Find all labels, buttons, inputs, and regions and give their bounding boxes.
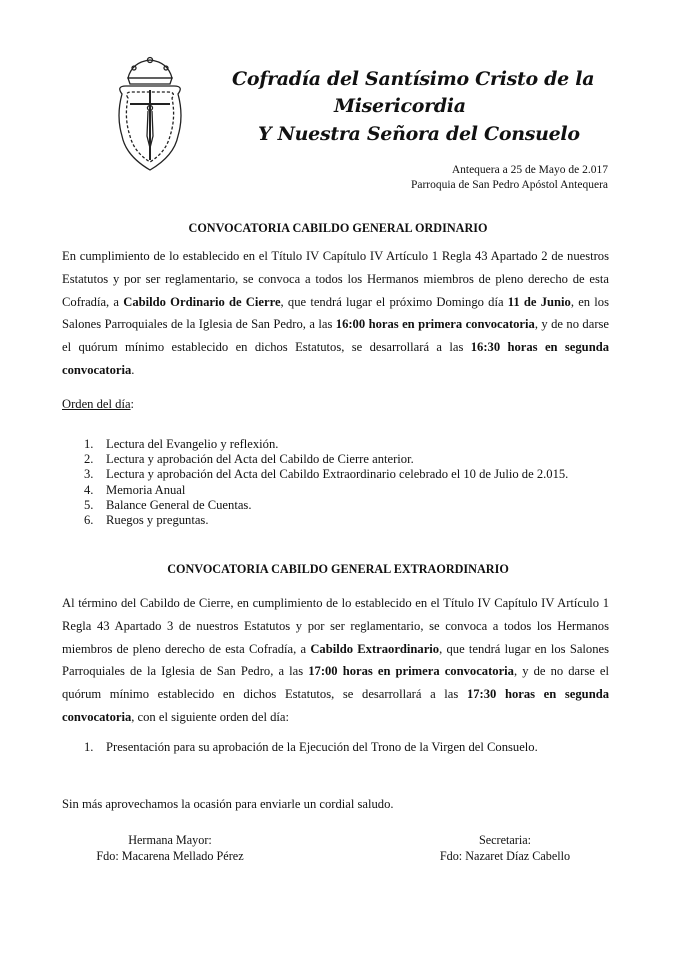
- signature-role: Secretaria:: [478, 833, 532, 847]
- bold-text-run: 11 de Junio: [507, 294, 571, 309]
- text-run: En cumplimiento de lo establecido en el Título IV Capítulo IV Artículo 1 Regla 43 Apartado 2 de nuestros Estatutos y por ser reglamentario, se convoca a todos los Hermanos miembros de pleno derecho de esta Cofradía, a: [62, 249, 609, 309]
- bold-text-run: Cabildo Ordinario de Cierre: [123, 294, 281, 309]
- bold-text-run: 17:00 horas en primera convocatoria: [308, 664, 514, 679]
- agenda-item: [62, 437, 622, 452]
- date-line: Antequera a 25 de Mayo de 2.017: [451, 164, 608, 176]
- signature-hermana-mayor: [70, 832, 270, 864]
- agenda-label: [62, 397, 134, 412]
- signature-role: Hermana Mayor:: [128, 833, 212, 847]
- agenda-item-text: Lectura y aprobación del Acta del Cabildo Extraordinario celebrado el 10 de Julio de 2.015.: [106, 467, 569, 482]
- agenda-item-text: Balance General de Cuentas.: [106, 497, 252, 512]
- text-run: , y de no darse el quórum mínimo establecido en dichos Estatutos, se desarrollará a las: [62, 664, 610, 702]
- bold-text-run: 16:30 horas en segunda convocatoria: [62, 340, 609, 377]
- extraordinary-agenda-list: [62, 740, 622, 755]
- text-run: Al término del Cabildo de Cierre, en cumplimiento de lo establecido en el Título IV Capítulo IV Artículo 1 Regla 43 Apartado 3 de nuestros Estatutos y por ser reglamentario, se convoca a todos los Hermanos miembros de pleno derecho de esta Cofradía, a: [62, 596, 609, 656]
- agenda-item-text: Presentación para su aprobación de la Ejecución del Trono de la Virgen del Consuelo.: [106, 740, 538, 754]
- agenda-item-number: 3.: [84, 467, 94, 482]
- agenda-item-number: 4.: [84, 482, 94, 497]
- text-run: , con el siguiente orden del día:: [131, 709, 289, 724]
- agenda-item-number: 1.: [84, 437, 94, 451]
- agenda-item-text: Ruegos y preguntas.: [106, 513, 209, 528]
- signature-secretaria: [405, 832, 605, 864]
- agenda-item-text: Memoria Anual: [106, 482, 186, 497]
- agenda-item-number: 5.: [84, 497, 94, 512]
- text-run: , en los Salones Parroquiales de la Iglesia de San Pedro, a las: [62, 294, 609, 332]
- bold-text-run: 16:00 horas en primera convocatoria: [335, 317, 535, 332]
- agenda-item-number: 2.: [84, 452, 94, 467]
- agenda-item-number: 1.: [84, 740, 94, 754]
- ordinary-agenda-list: [62, 437, 622, 528]
- brotherhood-logo: [112, 56, 188, 174]
- bold-text-run: 17:30 horas en segunda convocatoria: [62, 687, 609, 724]
- signature-name: Fdo: Macarena Mellado Pérez: [96, 849, 244, 863]
- agenda-item-text: Lectura y aprobación del Acta del Cabildo de Cierre anterior.: [106, 452, 414, 467]
- agenda-item: [62, 467, 622, 482]
- agenda-item-text: Lectura del Evangelio y reflexión.: [106, 437, 279, 451]
- agenda-item: [62, 483, 622, 498]
- brotherhood-title-line-1: Cofradía del Santísimo Cristo de la: [232, 68, 595, 90]
- agenda-item: [62, 740, 622, 755]
- ordinary-heading: CONVOCATORIA CABILDO GENERAL ORDINARIO: [188, 221, 488, 235]
- signature-name: Fdo: Nazaret Díaz Cabello: [439, 849, 571, 863]
- text-run: , que tendrá lugar el próximo Domingo día: [280, 294, 508, 309]
- text-run: , que tendrá lugar en los Salones Parroquiales de la Iglesia de San Pedro, a las: [62, 641, 610, 679]
- extraordinary-heading: CONVOCATORIA CABILDO GENERAL EXTRAORDINARIO: [167, 562, 509, 576]
- brotherhood-title-line-2: Misericordia: [334, 95, 466, 117]
- agenda-label-text: Orden del día: [62, 397, 131, 411]
- agenda-item: [62, 452, 622, 467]
- brotherhood-title-line-3: Y Nuestra Señora del Consuelo: [258, 123, 580, 145]
- text-run: .: [131, 362, 135, 377]
- agenda-item-number: 6.: [84, 513, 94, 528]
- ordinary-paragraph: [62, 245, 609, 382]
- crest-with-crucifix-icon: [112, 56, 188, 174]
- agenda-item: [62, 498, 622, 513]
- closing-line: Sin más aprovechamos la ocasión para enviarle un cordial saludo.: [62, 797, 394, 811]
- agenda-item: [62, 513, 622, 528]
- text-run: , y de no darse el quórum mínimo establecido en dichos Estatutos, se desarrollará a las: [62, 317, 610, 355]
- parish-line: Parroquia de San Pedro Apóstol Antequera: [410, 179, 608, 191]
- agenda-label-colon: :: [130, 397, 135, 411]
- extraordinary-paragraph: [62, 592, 609, 729]
- bold-text-run: Cabildo Extraordinario: [310, 641, 440, 656]
